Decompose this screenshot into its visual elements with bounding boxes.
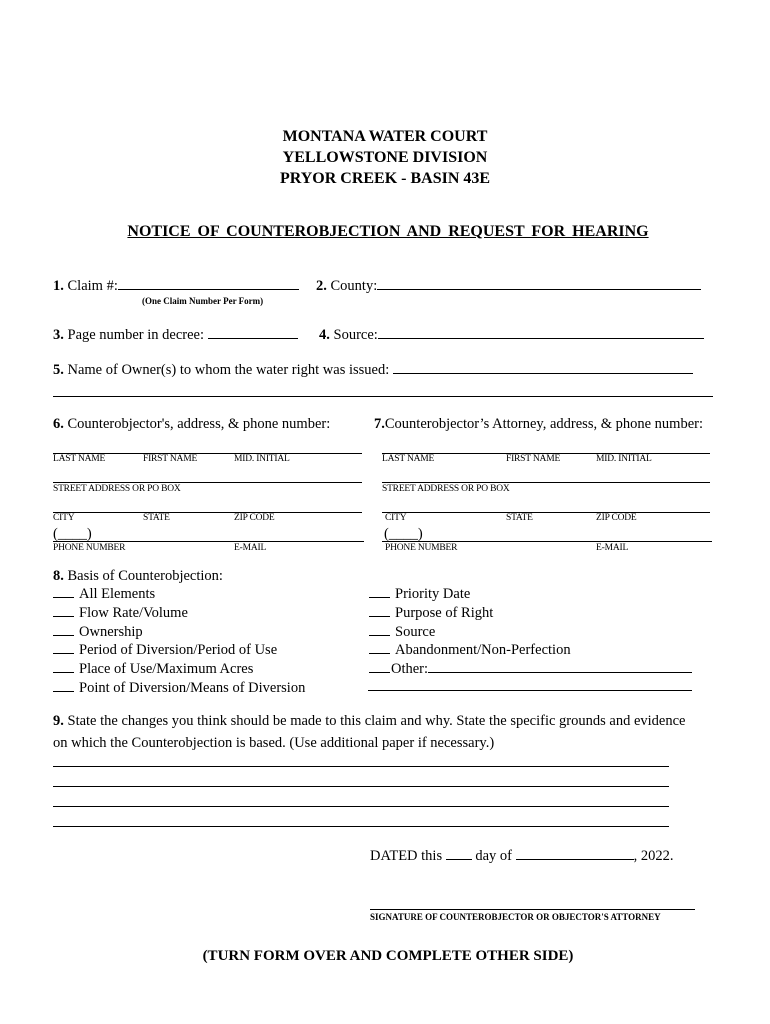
co-email-label: E-MAIL [234, 543, 267, 553]
co-phone-label: PHONE NUMBER [53, 543, 126, 553]
header-line-2: YELLOWSTONE DIVISION [282, 149, 488, 166]
counterobjector-number: 6. [53, 416, 64, 432]
counterobjector-city-input[interactable] [53, 512, 362, 513]
county-input[interactable] [377, 277, 701, 290]
co-street-label: STREET ADDRESS OR PO BOX [53, 484, 181, 494]
month-input[interactable] [516, 847, 634, 860]
signature-input[interactable] [370, 909, 695, 910]
dated-prefix: DATED this [370, 848, 443, 864]
basis-checkbox[interactable] [53, 641, 74, 654]
changes-instructions [53, 710, 685, 754]
basis-other-input-line-2[interactable] [368, 690, 692, 691]
co-zip-label: ZIP CODE [234, 513, 275, 523]
claim-number-label: 1. [53, 278, 64, 294]
claim-note: (One Claim Number Per Form) [142, 296, 264, 306]
changes-input-line[interactable] [53, 806, 669, 807]
claim-row [53, 277, 299, 295]
basis-option-label: Abandonment/Non-Perfection [395, 642, 571, 659]
attorney-street-input[interactable] [382, 482, 710, 483]
co-last-name-label: LAST NAME [53, 454, 106, 464]
basis-option-other[interactable] [369, 660, 692, 679]
co-phone-paren: (____) [53, 526, 92, 542]
header-line-3: PRYOR CREEK - BASIN 43E [279, 170, 491, 187]
counterobjector-phone-input[interactable] [53, 541, 364, 542]
attorney-phone-input[interactable] [382, 541, 712, 542]
basis-option[interactable] [53, 585, 305, 604]
at-phone-label: PHONE NUMBER [385, 543, 458, 553]
changes-line-2: on which the Counterobjection is based. (Use additional paper if necessary.) [53, 735, 495, 751]
counterobjector-street-input[interactable] [53, 482, 362, 483]
owner-input[interactable] [393, 361, 693, 374]
at-email-label: E-MAIL [596, 543, 629, 553]
basis-number: 8. [53, 568, 64, 584]
dated-mid: day of [475, 848, 512, 864]
at-last-name-label: LAST NAME [382, 454, 435, 464]
source-input[interactable] [378, 326, 704, 339]
basis-checkbox[interactable] [369, 660, 390, 673]
attorney-number: 7. [374, 416, 385, 432]
changes-line-1: State the changes you think should be made to this claim and why. State the specific grounds and evidence [67, 713, 686, 729]
basis-option[interactable] [53, 623, 305, 642]
basis-checkbox[interactable] [53, 585, 74, 598]
at-phone-paren: (____) [384, 526, 423, 542]
co-state-label: STATE [143, 513, 170, 523]
basis-heading-row [53, 568, 223, 585]
basis-option[interactable] [53, 641, 305, 660]
basis-checkbox[interactable] [369, 604, 390, 617]
changes-input-line[interactable] [53, 786, 669, 787]
basis-option-label: Flow Rate/Volume [79, 604, 188, 621]
basis-option-label: All Elements [79, 586, 156, 602]
basis-checkbox[interactable] [53, 604, 74, 617]
basis-option-label: Point of Diversion/Means of Diversion [79, 679, 306, 696]
changes-input-line[interactable] [53, 826, 669, 827]
basis-heading: Basis of Counterobjection: [67, 568, 223, 584]
source-number-label: 4. [319, 327, 330, 343]
basis-checkbox[interactable] [53, 679, 74, 692]
at-zip-label: ZIP CODE [596, 513, 637, 523]
attorney-heading: Counterobjector’s Attorney, address, & phone number: [384, 416, 704, 432]
at-street-label: STREET ADDRESS OR PO BOX [382, 484, 510, 494]
basis-checkbox[interactable] [369, 641, 390, 654]
form-title: NOTICE OF COUNTEROBJECTION AND REQUEST FOR HEARING [127, 223, 649, 240]
owner-row [53, 361, 693, 379]
county-number-label: 2. [316, 278, 327, 294]
changes-input-line[interactable] [53, 766, 669, 767]
owner-label: Name of Owner(s) to whom the water right was issued: [67, 362, 390, 378]
basis-left-list [53, 585, 305, 698]
basis-checkbox[interactable] [369, 585, 390, 598]
basis-checkbox[interactable] [53, 660, 74, 673]
co-first-name-label: FIRST NAME [143, 454, 198, 464]
owner-number-label: 5. [53, 362, 64, 378]
attorney-city-input[interactable] [382, 512, 710, 513]
owner-input-line-2[interactable] [53, 396, 713, 397]
basis-option[interactable] [369, 604, 692, 623]
source-label: Source: [333, 327, 378, 343]
attorney-heading-row [374, 416, 703, 433]
header-line-1: MONTANA WATER COURT [282, 128, 488, 145]
basis-option[interactable] [53, 604, 305, 623]
co-city-label: CITY [53, 513, 75, 523]
county-row [316, 277, 701, 295]
counterobjector-heading: Counterobjector's, address, & phone number: [67, 416, 331, 432]
basis-option[interactable] [53, 660, 305, 679]
signature-label: SIGNATURE OF COUNTEROBJECTOR OR OBJECTOR'S ATTORNEY [370, 912, 661, 922]
changes-number: 9. [53, 713, 64, 729]
basis-other-label: Other: [391, 661, 429, 678]
basis-option-label: Period of Diversion/Period of Use [79, 642, 278, 659]
dated-row [370, 847, 674, 865]
footer-note: (TURN FORM OVER AND COMPLETE OTHER SIDE) [202, 948, 574, 964]
at-mid-initial-label: MID. INITIAL [596, 454, 652, 464]
basis-option-label: Source [395, 623, 436, 640]
claim-input[interactable] [118, 277, 299, 290]
page-input[interactable] [208, 326, 298, 339]
at-city-label: CITY [385, 513, 407, 523]
dated-year: , 2022. [633, 848, 674, 864]
basis-right-list [369, 585, 692, 679]
page-label: Page number in decree: [67, 327, 204, 343]
counterobjector-heading-row [53, 416, 330, 433]
basis-option[interactable] [369, 641, 692, 660]
court-header [0, 126, 770, 189]
basis-option[interactable] [369, 585, 692, 604]
basis-other-input[interactable] [428, 660, 692, 673]
basis-checkbox[interactable] [53, 623, 74, 636]
basis-option[interactable] [369, 623, 692, 642]
source-row [319, 326, 704, 344]
county-label: County: [330, 278, 378, 294]
basis-option-label: Priority Date [395, 586, 471, 602]
page-number-label: 3. [53, 327, 64, 343]
day-input[interactable] [446, 847, 472, 860]
basis-option-label: Ownership [79, 623, 143, 640]
basis-checkbox[interactable] [369, 623, 390, 636]
page-row [53, 326, 298, 344]
at-first-name-label: FIRST NAME [506, 454, 561, 464]
basis-option[interactable] [53, 679, 305, 698]
claim-label: Claim #: [67, 278, 118, 294]
co-mid-initial-label: MID. INITIAL [234, 454, 290, 464]
basis-option-label: Purpose of Right [395, 604, 494, 621]
basis-option-label: Place of Use/Maximum Acres [79, 661, 254, 678]
at-state-label: STATE [506, 513, 533, 523]
